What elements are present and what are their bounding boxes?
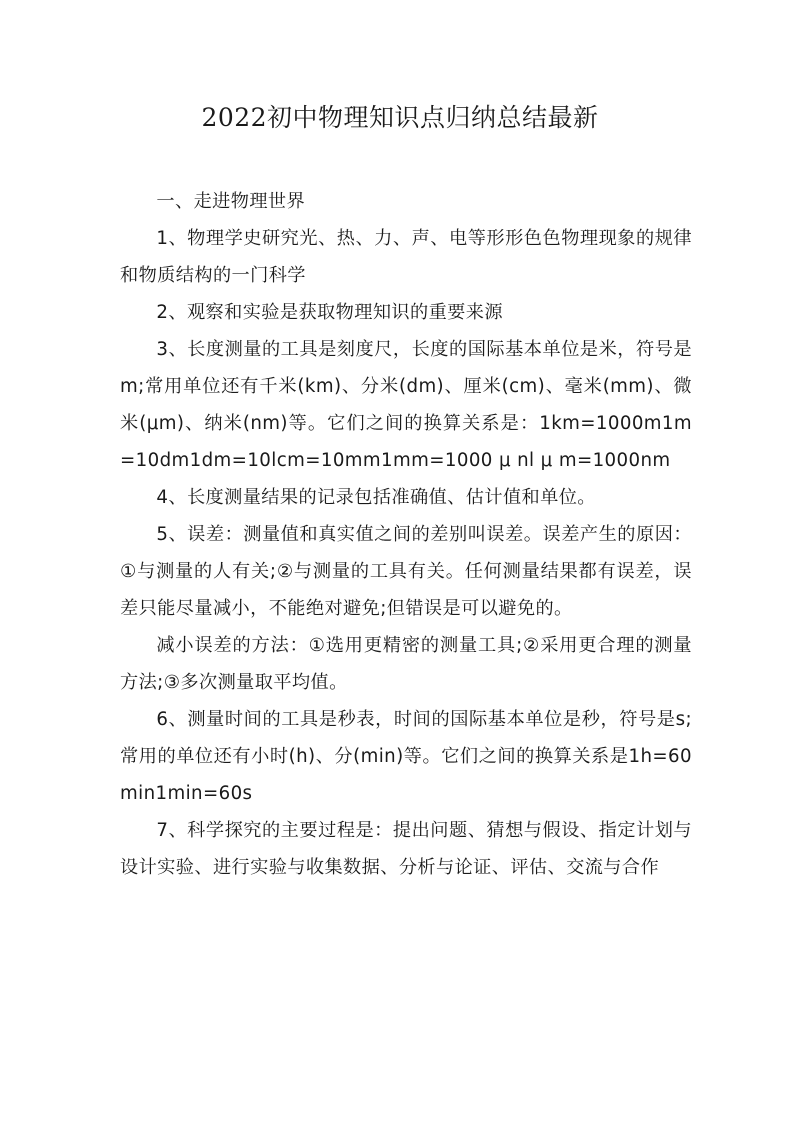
document-body [120,183,692,886]
paragraph: 1、物理学史研究光、热、力、声、电等形形色色物理现象的规律和物质结构的一门科学 [120,228,692,286]
paragraph: 5、误差：测量值和真实值之间的差别叫误差。误差产生的原因：①与测量的人有关;②与测量的工具有关。任何测量结果都有误差，误差只能尽量减小，不能绝对避免;但错误是可以避免的。 [120,524,692,619]
paragraph: 2、观察和实验是获取物理知识的重要来源 [156,302,503,323]
paragraph: 7、科学探究的主要过程是：提出问题、猜想与假设、指定计划与设计实验、进行实验与收集数据、分析与论证、评估、交流与合作 [120,820,692,878]
paragraph: 3、长度测量的工具是刻度尺，长度的国际基本单位是米，符号是m;常用单位还有千米(km)、分米(dm)、厘米(cm)、毫米(mm)、微米(μm)、纳米(nm)等。它们之间的换算关系是：1km=1000m1m=10dm1dm=10lcm=10mm1mm=1000 μ nl μ m=1000nm [120,339,692,471]
section-heading: 一、走进物理世界 [156,191,306,212]
paragraph: 4、长度测量结果的记录包括准确值、估计值和单位。 [156,487,596,508]
paragraph: 减小误差的方法：①选用更精密的测量工具;②采用更合理的测量方法;③多次测量取平均值。 [120,635,692,693]
paragraph: 6、测量时间的工具是秒表，时间的国际基本单位是秒，符号是s;常用的单位还有小时(h)、分(min)等。它们之间的换算关系是1h=60min1min=60s [120,709,692,804]
document-title: 2022初中物理知识点归纳总结最新 [201,103,599,132]
